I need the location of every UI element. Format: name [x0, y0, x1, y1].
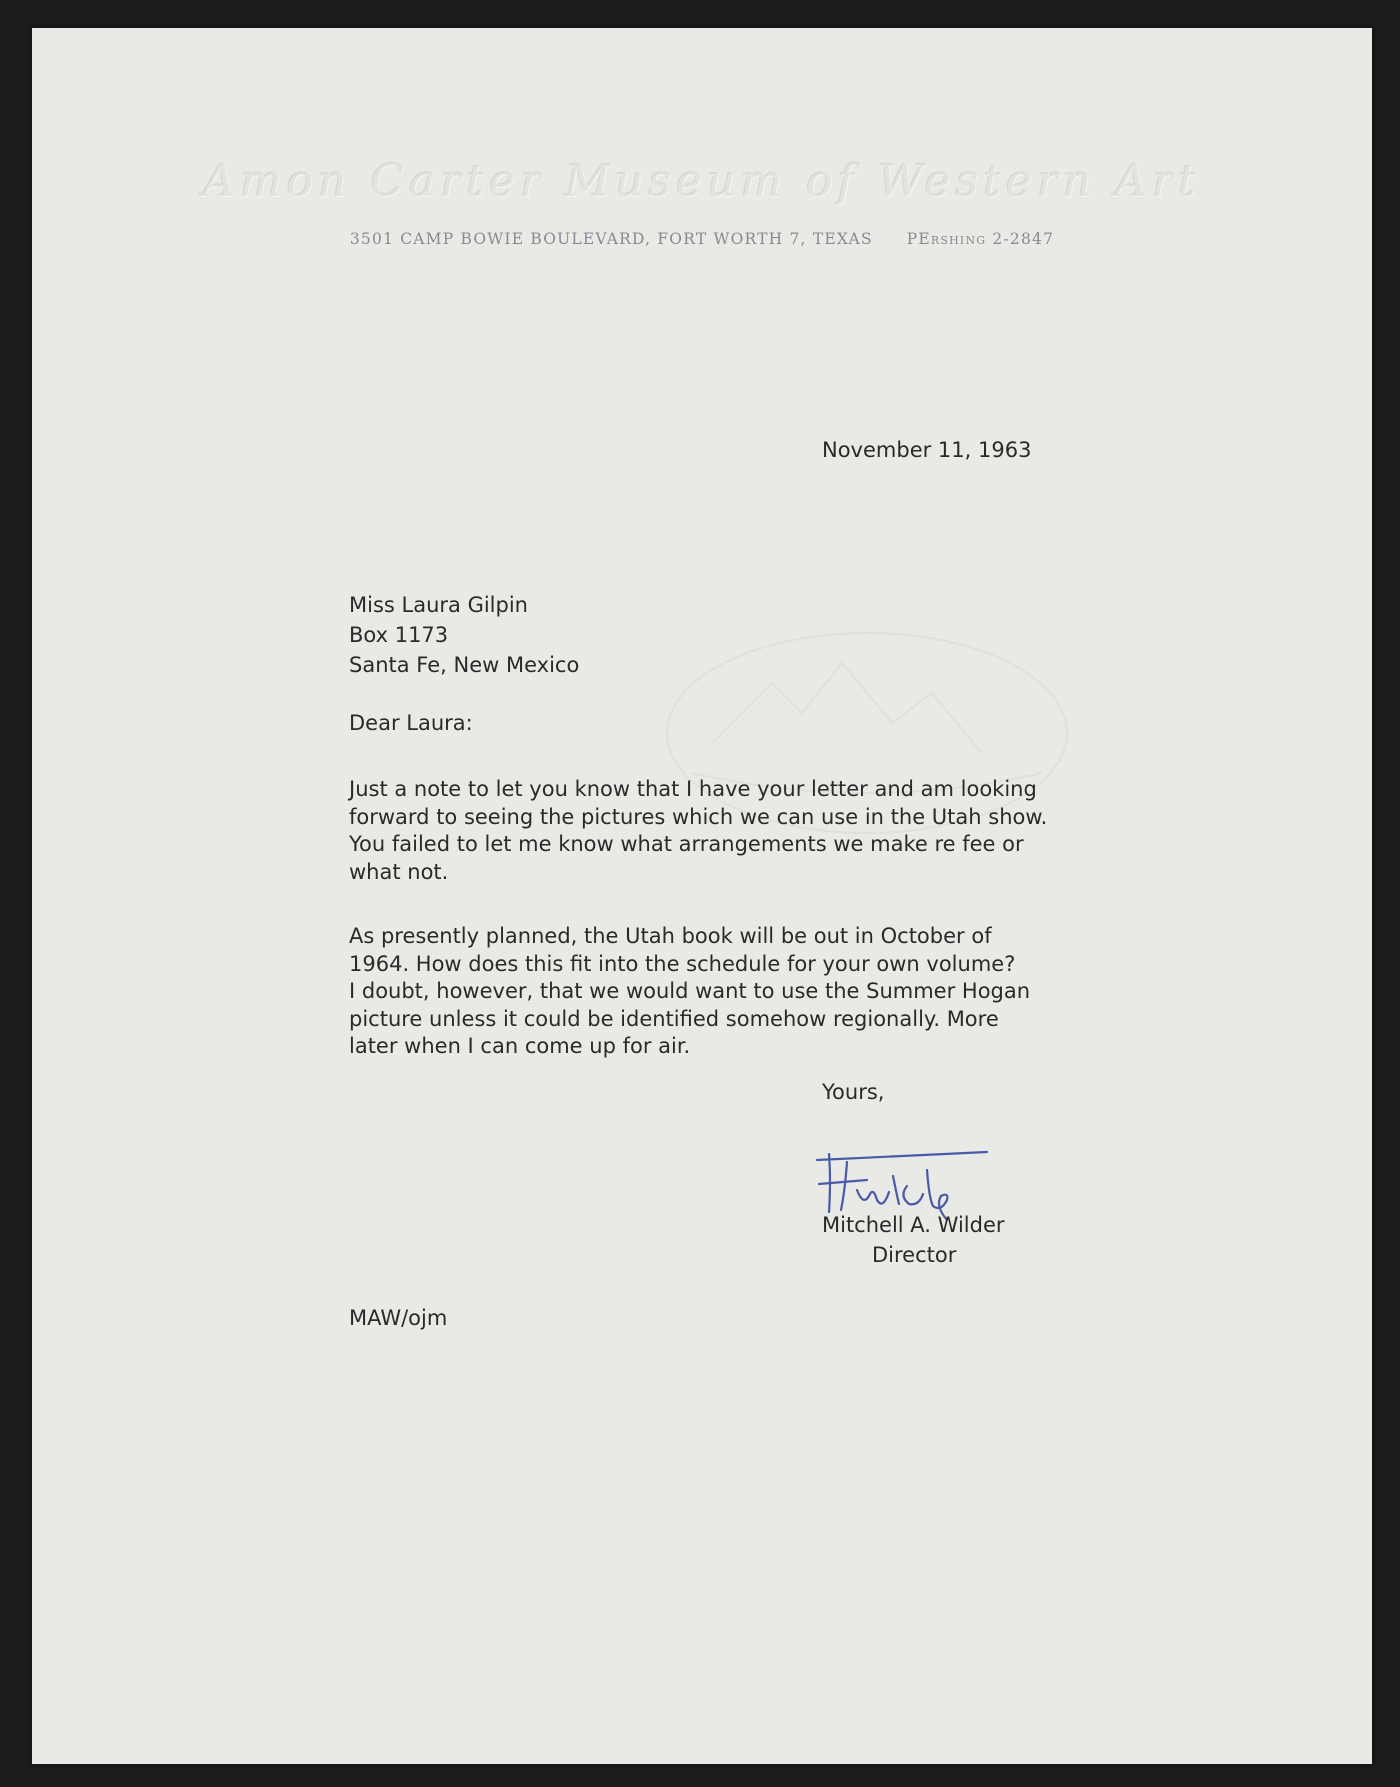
- recipient-name: Miss Laura Gilpin: [349, 593, 528, 617]
- recipient-city: Santa Fe, New Mexico: [349, 653, 580, 677]
- letterhead-address: 3501 CAMP BOWIE BOULEVARD, FORT WORTH 7, TEXAS: [349, 230, 873, 248]
- paragraph-line: forward to seeing the pictures which we can use in the Utah show.: [349, 804, 1048, 829]
- reference-initials: MAW/ojm: [349, 1306, 448, 1330]
- letterhead-address-line: [32, 230, 1372, 248]
- signer-name: Mitchell A. Wilder: [822, 1213, 1005, 1237]
- letterhead-phone: PErshing 2-2847: [906, 230, 1055, 248]
- paragraph-line: I doubt, however, that we would want to use the Summer Hogan: [349, 979, 1031, 1003]
- body-paragraph-2: [349, 923, 1030, 1061]
- paragraph-line: As presently planned, the Utah book will be out in October of: [349, 924, 992, 948]
- salutation: Dear Laura:: [349, 711, 473, 735]
- recipient-box: Box 1173: [349, 623, 449, 647]
- paragraph-line: later when I can come up for air.: [349, 1034, 691, 1058]
- paragraph-line: You failed to let me know what arrangements we make re fee or: [349, 832, 1024, 856]
- paragraph-line: picture unless it could be identified somehow regionally. More: [349, 1006, 999, 1031]
- signer-title: Director: [872, 1243, 957, 1267]
- paragraph-line: 1964. How does this fit into the schedule for your own volume?: [349, 951, 1016, 976]
- closing: Yours,: [822, 1080, 885, 1104]
- recipient-address: [349, 590, 579, 680]
- letterhead-title: Amon Carter Museum of Western Art: [203, 156, 1201, 207]
- letter-page: [32, 28, 1372, 1764]
- paragraph-line: Just a note to let you know that I have your letter and am looking: [349, 777, 1037, 801]
- body-paragraph-1: [349, 776, 1047, 886]
- paragraph-line: what not.: [349, 859, 449, 884]
- letter-date: November 11, 1963: [822, 438, 1032, 462]
